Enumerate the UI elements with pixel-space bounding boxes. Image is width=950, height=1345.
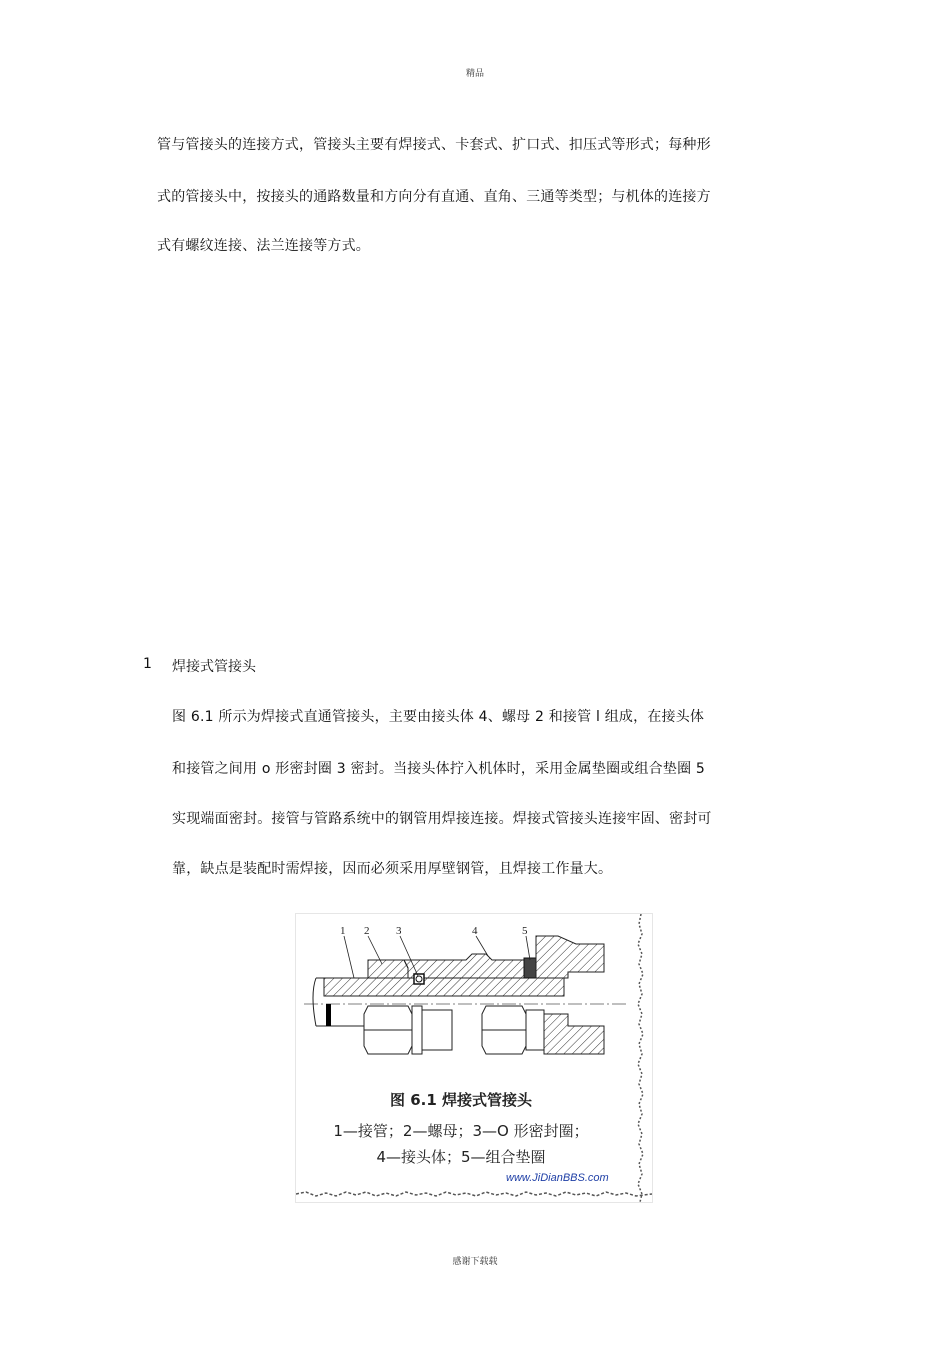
- pipe-joint-drawing: [296, 914, 652, 1084]
- intro-line-3: 式有螺纹连接、法兰连接等方式。: [157, 238, 370, 254]
- part-label-5: 5: [522, 925, 528, 937]
- body-line-2: 和接管之间用 o 形密封圈 3 密封。当接头体拧入机体时，采用金属垫圈或组合垫圈 5: [172, 761, 706, 777]
- part-label-4: 4: [472, 925, 478, 937]
- figure-legend-line-1: 1—接管；2—螺母；3—O 形密封圈；: [333, 1122, 589, 1140]
- figure-watermark-url: www.JiDianBBS.com: [506, 1172, 609, 1184]
- part-label-1: 1: [340, 925, 346, 937]
- body-line-4: 靠，缺点是装配时需焊接，因而必须采用厚壁钢管，且焊接工作量大。: [172, 861, 613, 877]
- figure-welded-pipe-joint: [295, 913, 653, 1203]
- page-footer: 感谢下载载: [452, 1257, 498, 1267]
- section-number: 1: [143, 656, 152, 672]
- body-line-3: 实现端面密封。接管与管路系统中的钢管用焊接连接。焊接式管接头连接牢固、密封可: [172, 811, 712, 827]
- part-label-3: 3: [396, 925, 402, 937]
- page-header: 精品: [465, 69, 484, 79]
- section-title: 焊接式管接头: [172, 659, 256, 675]
- intro-line-2: 式的管接头中，按接头的通路数量和方向分有直通、直角、三通等类型；与机体的连接方: [157, 189, 711, 205]
- part-label-2: 2: [364, 925, 370, 937]
- figure-torn-edge-right: [636, 914, 646, 1202]
- body-line-1: 图 6.1 所示为焊接式直通管接头，主要由接头体 4、螺母 2 和接管 l 组成，在接头体: [172, 709, 705, 725]
- figure-caption: 图 6.1 焊接式管接头: [389, 1091, 533, 1109]
- figure-legend-line-2: 4—接头体；5—组合垫圈: [376, 1148, 546, 1166]
- intro-line-1: 管与管接头的连接方式，管接头主要有焊接式、卡套式、扩口式、扣压式等形式；每种形: [157, 137, 711, 153]
- figure-torn-edge-bottom: [296, 1190, 652, 1198]
